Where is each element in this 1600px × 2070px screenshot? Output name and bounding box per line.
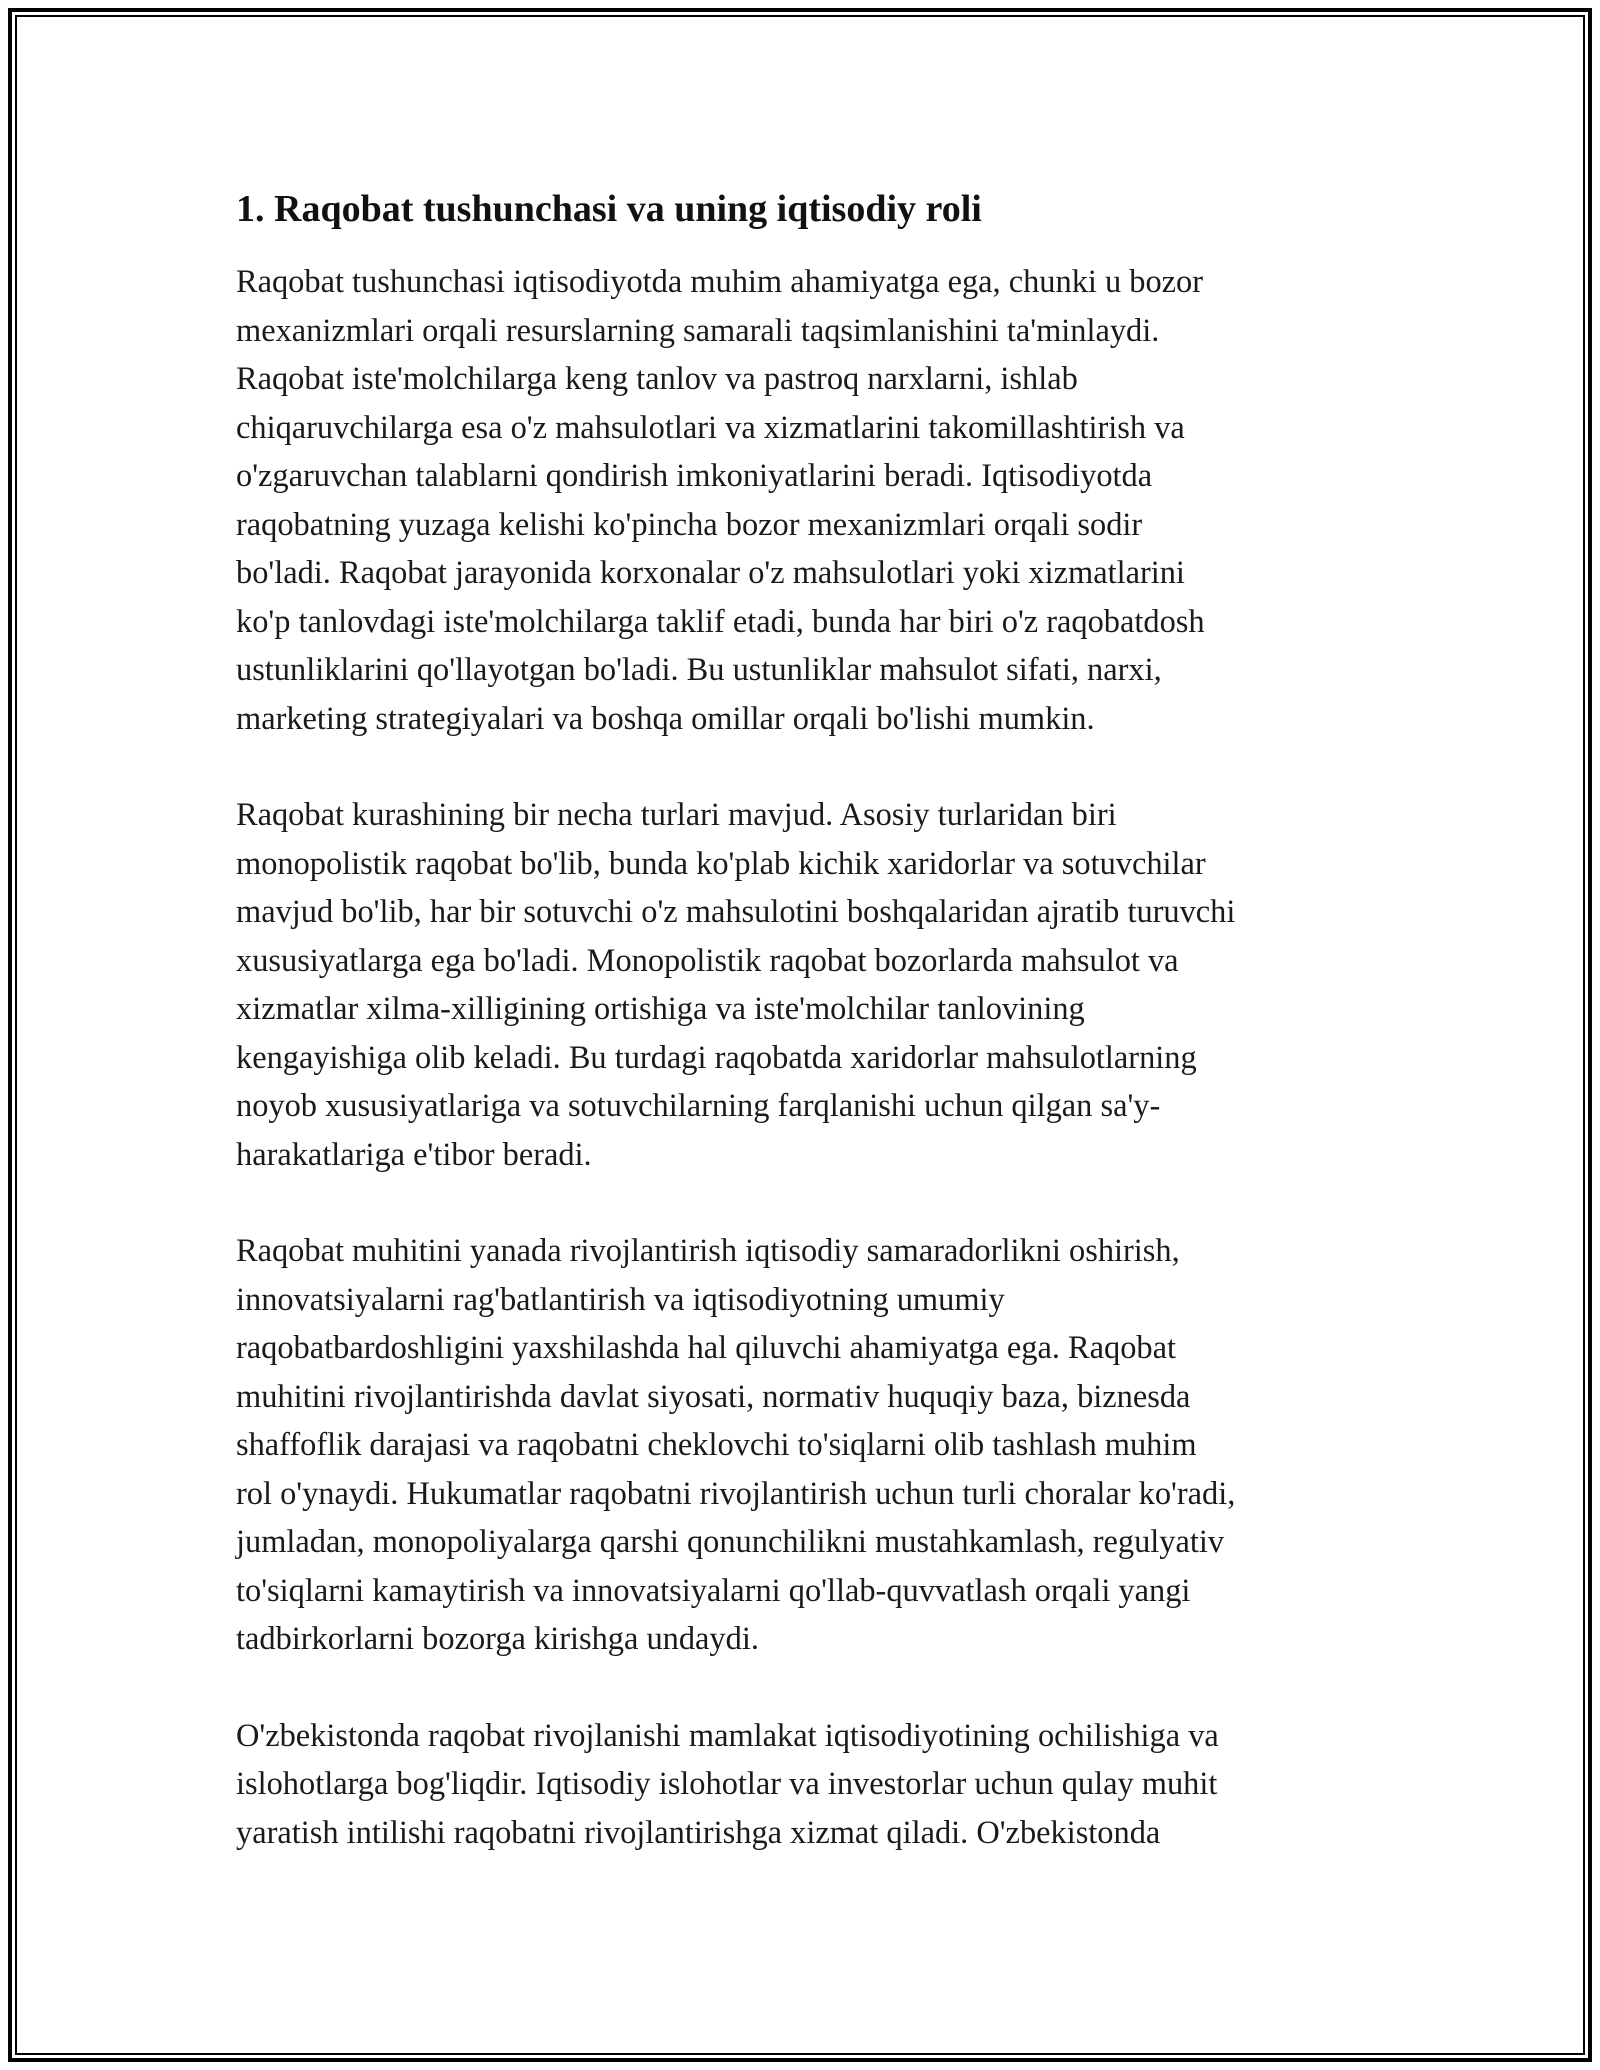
section-heading: 1. Raqobat tushunchasi va uning iqtisodiy roli: [236, 188, 982, 230]
paragraph-2: Raqobat kurashining bir necha turlari mavjud. Asosiy turlaridan biri monopolistik raqobat bo'lib, bunda ko'plab kichik xaridorlar va sotuvchilar mavjud bo'lib, har bir sotuvchi o'z mahsulotini boshqalaridan ajratib turuvchi xususiyatlarga ega bo'ladi. Monopolistik raqobat bozorlarda mahsulot va xizmatlar xilma-xilligining ortishiga va iste'molchilar tanlovining kengayishiga olib keladi. Bu turdagi raqobatda xaridorlar mahsulotlarning noyob xususiyatlariga va sotuvchilarning farqlanishi uchun qilgan sa'y- harakatlariga e'tibor beradi.: [236, 797, 1236, 1173]
paragraph-1: Raqobat tushunchasi iqtisodiyotda muhim ahamiyatga ega, chunki u bozor mexanizmlari orqali resurslarning samarali taqsimlanishini ta'minlaydi. Raqobat iste'molchilarga keng tanlov va pastroq narxlarni, ishlab chiqaruvchilarga esa o'z mahsulotlari va xizmatlarini takomillashtirish va o'zgaruvchan talablarni qondirish imkoniyatlarini beradi. Iqtisodiyotda raqobatning yuzaga kelishi ko'pincha bozor mexanizmlari orqali sodir bo'ladi. Raqobat jarayonida korxonalar o'z mahsulotlari yoki xizmatlarini ko'p tanlovdagi iste'molchilarga taklif etadi, bunda har biri o'z raqobatdosh ustunliklarini qo'llayotgan bo'ladi. Bu ustunliklar mahsulot sifati, narxi, marketing strategiyalari va boshqa omillar orqali bo'lishi mumkin.: [236, 264, 1205, 737]
paragraph-3: Raqobat muhitini yanada rivojlantirish iqtisodiy samaradorlikni oshirish, innovatsiyalarni rag'batlantirish va iqtisodiyotning umumiy raqobatbardoshligini yaxshilashda hal qiluvchi ahamiyatga ega. Raqobat muhitini rivojlantirishda davlat siyosati, normativ huquqiy baza, biznesda shaffoflik darajasi va raqobatni cheklovchi to'siqlarni olib tashlash muhim rol o'ynaydi. Hukumatlar raqobatni rivojlantirish uchun turli choralar ko'radi, jumladan, monopoliyalarga qarshi qonunchilikni mustahkamlash, regulyativ to'siqlarni kamaytirish va innovatsiyalarni qo'llab-quvvatlash orqali yangi tadbirkorlarni bozorga kirishga undaydi.: [236, 1233, 1236, 1657]
document-body: [236, 186, 1376, 1905]
paragraph-4: O'zbekistonda raqobat rivojlanishi mamlakat iqtisodiyotining ochilishiga va islohotlarga bog'liqdir. Iqtisodiy islohotlar va investorlar uchun qulay muhit yaratish intilishi raqobatni rivojlantirishga xizmat qiladi. O'zbekistonda: [236, 1717, 1219, 1851]
